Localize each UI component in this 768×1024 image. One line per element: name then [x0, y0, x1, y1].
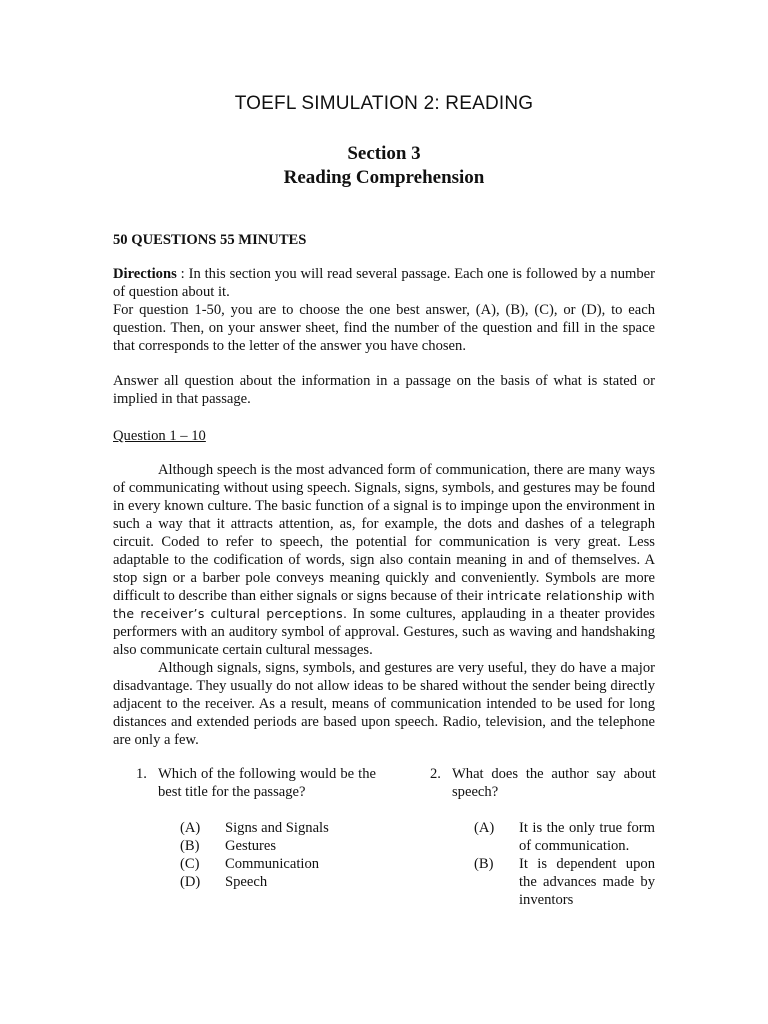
question-2	[430, 765, 656, 909]
choice-text: Speech	[225, 874, 268, 890]
choice-label: (D)	[180, 874, 201, 890]
choice-text: It is the only true form of communication.	[519, 820, 655, 854]
choice-label: (B)	[180, 838, 200, 854]
question-1	[136, 765, 376, 891]
question-count-time: 50 QUESTIONS 55 MINUTES	[113, 232, 307, 248]
answer-choices	[136, 819, 376, 891]
directions	[113, 265, 655, 355]
question-stem	[430, 765, 656, 801]
section-heading	[0, 142, 768, 190]
choice-text: Communication	[225, 856, 320, 872]
directions-text-2: For question 1-50, you are to choose the one best answer, (A), (B), (C), or (D), to each question. Then, on your answer sheet, find the number of the question and fill in the space that corresponds to the letter of the answer you have chosen.	[113, 302, 655, 354]
choice-text: Signs and Signals	[225, 820, 329, 836]
choice-label: (C)	[180, 856, 200, 872]
passage-paragraph-2: Although signals, signs, symbols, and gestures are very useful, they do have a major disadvantage. They usually do not allow ideas to be shared without the sender being directly adjacent to the receiver. As a result, means of communication intended to be used for long distances and extended periods are based upon speech. Radio, television, and the telephone are only a few.	[113, 660, 655, 748]
directions-line	[113, 265, 655, 301]
answer-choice[interactable]	[136, 837, 376, 855]
choice-label: (A)	[180, 820, 201, 836]
directions-label: Directions	[113, 266, 177, 282]
passage-text-sans: intricate relationship with the receiver’s cultural perceptions.	[113, 588, 655, 621]
choice-text: It is dependent upon the advances made by inventors	[519, 856, 655, 908]
question-text: Which of the following would be the best title for the passage?	[158, 766, 376, 800]
answer-choice[interactable]	[136, 819, 376, 837]
answer-choice[interactable]	[430, 855, 656, 909]
choice-label: (B)	[474, 856, 494, 872]
section-number: Section 3	[347, 143, 421, 164]
directions-text: : In this section you will read several passage. Each one is followed by a number of question about it.	[113, 266, 655, 300]
question-range: Question 1 – 10	[113, 428, 206, 444]
choice-label: (A)	[474, 820, 495, 836]
passage-text: Although speech is the most advanced form of communication, there are many ways of communicating without using speech. Signals, signs, symbols, and gestures may be found in every known culture. The basic function of a signal is to impinge upon the environment in such a way that it attracts attention, as, for example, the dots and dashes of a telegraph circuit. Coded to refer to speech, the potential for communication is very great. Less adaptable to the codification of words, sign also contain meaning in and of themselves. A stop sign or a barber pole conveys meaning quickly and conveniently. Symbols are more difficult to describe than either signals or signs because of their	[113, 462, 655, 604]
question-number: 2.	[430, 766, 441, 782]
reading-passage	[113, 461, 655, 749]
question-number: 1.	[136, 766, 147, 782]
document-title: TOEFL SIMULATION 2: READING	[234, 93, 534, 114]
question-stem	[136, 765, 376, 801]
passage-text: In some cultures, applauding in a theater provides performers with an auditory symbol of approval. Gestures, such as waving and handshaking also communicate certain cultural messages.	[113, 606, 655, 658]
instruction-text: Answer all question about the information in a passage on the basis of what is stated or implied in that passage.	[113, 373, 655, 407]
answer-choice[interactable]	[136, 855, 376, 873]
question-text: What does the author say about speech?	[452, 766, 656, 800]
answer-choice[interactable]	[136, 873, 376, 891]
choice-text: Gestures	[225, 838, 277, 854]
section-name: Reading Comprehension	[283, 167, 485, 188]
passage-paragraph-1	[113, 461, 655, 659]
answer-choice[interactable]	[430, 819, 656, 855]
answer-choices	[430, 819, 656, 909]
